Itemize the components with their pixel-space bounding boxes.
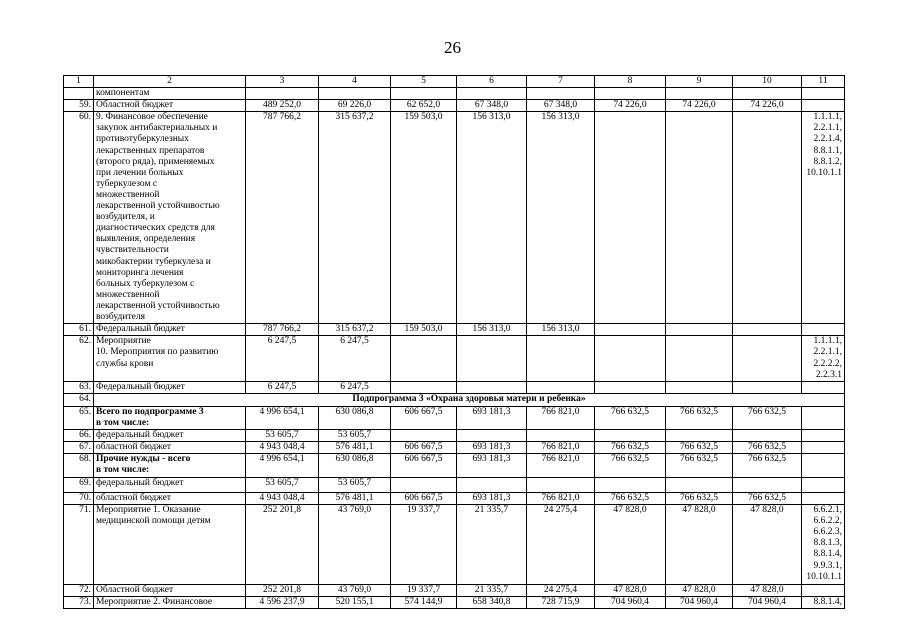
amount-cell: [595, 336, 666, 382]
amount-cell: 693 181,3: [457, 406, 527, 429]
row-number: 60.: [64, 112, 94, 324]
amount-cell: 766 632,5: [733, 406, 802, 429]
amount-cell: 159 503,0: [391, 324, 457, 336]
amount-cell: [246, 88, 319, 100]
table-body: [64, 76, 845, 609]
column-header: 9: [666, 76, 733, 88]
amount-cell: [733, 112, 802, 324]
amount-cell: [666, 112, 733, 324]
indicator-codes: [802, 585, 845, 597]
row-description: компонентам: [94, 88, 246, 100]
amount-cell: 766 632,5: [666, 492, 733, 504]
row-number: 61.: [64, 324, 94, 336]
row-description: областной бюджет: [94, 492, 246, 504]
row-number: 69.: [64, 477, 94, 492]
amount-cell: 6 247,5: [246, 382, 319, 394]
row-description: Федеральный бюджет: [94, 324, 246, 336]
row-number: 68.: [64, 453, 94, 477]
amount-cell: 693 181,3: [457, 492, 527, 504]
amount-cell: [457, 336, 527, 382]
amount-cell: 766 632,5: [666, 441, 733, 453]
column-header: 3: [246, 76, 319, 88]
column-header: 5: [391, 76, 457, 88]
table-row: [64, 505, 845, 585]
amount-cell: [666, 324, 733, 336]
amount-cell: [595, 88, 666, 100]
row-description: Всего по подпрограмме 3 в том числе:: [94, 406, 246, 429]
amount-cell: [733, 336, 802, 382]
page-number: 26: [444, 38, 461, 57]
amount-cell: 4 996 654,1: [246, 406, 319, 429]
amount-cell: [595, 382, 666, 394]
table-row: [64, 477, 845, 492]
amount-cell: 47 828,0: [733, 505, 802, 585]
indicator-codes: [802, 477, 845, 492]
row-number: 62.: [64, 336, 94, 382]
amount-cell: 606 667,5: [391, 441, 457, 453]
table-row: [64, 492, 845, 504]
table-row: [64, 597, 845, 609]
indicator-codes: [802, 382, 845, 394]
table-row: [64, 382, 845, 394]
amount-cell: 47 828,0: [666, 585, 733, 597]
amount-cell: 766 632,5: [733, 441, 802, 453]
amount-cell: 53 605,7: [319, 477, 391, 492]
amount-cell: [527, 336, 595, 382]
amount-cell: 67 348,0: [527, 100, 595, 112]
indicator-codes: [802, 492, 845, 504]
amount-cell: 74 226,0: [733, 100, 802, 112]
amount-cell: 606 667,5: [391, 492, 457, 504]
amount-cell: 159 503,0: [391, 112, 457, 324]
amount-cell: 728 715,9: [527, 597, 595, 609]
amount-cell: 630 086,8: [319, 453, 391, 477]
amount-cell: 630 086,8: [319, 406, 391, 429]
amount-cell: 704 960,4: [666, 597, 733, 609]
amount-cell: 156 313,0: [457, 324, 527, 336]
indicator-codes: [802, 88, 845, 100]
amount-cell: 704 960,4: [733, 597, 802, 609]
table-row: [64, 453, 845, 477]
amount-cell: 47 828,0: [595, 505, 666, 585]
amount-cell: 766 821,0: [527, 441, 595, 453]
amount-cell: 24 275,4: [527, 505, 595, 585]
amount-cell: 576 481,1: [319, 492, 391, 504]
amount-cell: [733, 382, 802, 394]
amount-cell: [457, 477, 527, 492]
indicator-codes: 6.6.2.1, 6.6.2.2, 6.6.2.3, 8.8.1.3, 8.8.1.4, 9.9.3.1, 10.10.1.1: [802, 505, 845, 585]
amount-cell: 156 313,0: [457, 112, 527, 324]
amount-cell: [666, 477, 733, 492]
amount-cell: 156 313,0: [527, 112, 595, 324]
indicator-codes: [802, 406, 845, 429]
amount-cell: 43 769,0: [319, 585, 391, 597]
amount-cell: 315 637,2: [319, 324, 391, 336]
amount-cell: 658 340,8: [457, 597, 527, 609]
amount-cell: [391, 88, 457, 100]
amount-cell: 574 144,9: [391, 597, 457, 609]
table-row: [64, 441, 845, 453]
indicator-codes: [802, 453, 845, 477]
amount-cell: 43 769,0: [319, 505, 391, 585]
table-row: [64, 88, 845, 100]
amount-cell: 766 632,5: [595, 453, 666, 477]
column-header: 4: [319, 76, 391, 88]
amount-cell: 766 632,5: [733, 453, 802, 477]
indicator-codes: 1.1.1.1, 2.2.1.1, 2.2.1.4, 8.8.1.1, 8.8.1.2, 10.10.1.1: [802, 112, 845, 324]
amount-cell: 47 828,0: [666, 505, 733, 585]
row-number: 66.: [64, 429, 94, 441]
table-row: [64, 112, 845, 324]
amount-cell: [733, 429, 802, 441]
amount-cell: 4 996 654,1: [246, 453, 319, 477]
row-number: 67.: [64, 441, 94, 453]
row-description: областной бюджет: [94, 441, 246, 453]
column-header: 6: [457, 76, 527, 88]
row-description: Областной бюджет: [94, 100, 246, 112]
amount-cell: 606 667,5: [391, 453, 457, 477]
row-description: Областной бюджет: [94, 585, 246, 597]
row-description: Федеральный бюджет: [94, 382, 246, 394]
amount-cell: 766 632,5: [733, 492, 802, 504]
row-description: Прочие нужды - всего в том числе:: [94, 453, 246, 477]
amount-cell: [457, 429, 527, 441]
row-number: 64.: [64, 394, 94, 406]
amount-cell: [666, 88, 733, 100]
amount-cell: 4 943 048,4: [246, 492, 319, 504]
amount-cell: 21 335,7: [457, 505, 527, 585]
amount-cell: 766 632,5: [666, 453, 733, 477]
amount-cell: 766 632,5: [666, 406, 733, 429]
amount-cell: 315 637,2: [319, 112, 391, 324]
amount-cell: 53 605,7: [246, 477, 319, 492]
amount-cell: 6 247,5: [319, 336, 391, 382]
amount-cell: 74 226,0: [595, 100, 666, 112]
indicator-codes: [802, 429, 845, 441]
amount-cell: 766 632,5: [595, 441, 666, 453]
amount-cell: 6 247,5: [246, 336, 319, 382]
indicator-codes: [802, 441, 845, 453]
amount-cell: 19 337,7: [391, 505, 457, 585]
amount-cell: [733, 88, 802, 100]
amount-cell: [733, 477, 802, 492]
amount-cell: 53 605,7: [246, 429, 319, 441]
column-header: 10: [733, 76, 802, 88]
table-row: [64, 429, 845, 441]
indicator-codes: 8.8.1.4,: [802, 597, 845, 609]
amount-cell: [527, 429, 595, 441]
row-number: 72.: [64, 585, 94, 597]
amount-cell: 47 828,0: [733, 585, 802, 597]
amount-cell: 766 821,0: [527, 453, 595, 477]
amount-cell: 4 596 237,9: [246, 597, 319, 609]
table-row: [64, 336, 845, 382]
amount-cell: 520 155,1: [319, 597, 391, 609]
amount-cell: 53 605,7: [319, 429, 391, 441]
amount-cell: [666, 429, 733, 441]
amount-cell: 766 821,0: [527, 492, 595, 504]
subprogram-title: Подпрограмма 3 «Охрана здоровья матери и ребенка»: [94, 394, 845, 406]
amount-cell: [595, 429, 666, 441]
amount-cell: [391, 429, 457, 441]
row-number: 63.: [64, 382, 94, 394]
amount-cell: 693 181,3: [457, 453, 527, 477]
row-number: 70.: [64, 492, 94, 504]
amount-cell: 69 226,0: [319, 100, 391, 112]
amount-cell: 489 252,0: [246, 100, 319, 112]
amount-cell: 787 766,2: [246, 112, 319, 324]
amount-cell: [391, 336, 457, 382]
row-number: 71.: [64, 505, 94, 585]
amount-cell: 24 275,4: [527, 585, 595, 597]
amount-cell: [457, 382, 527, 394]
amount-cell: [733, 324, 802, 336]
amount-cell: 766 632,5: [595, 492, 666, 504]
column-header: 8: [595, 76, 666, 88]
column-header: 11: [802, 76, 845, 88]
indicator-codes: [802, 100, 845, 112]
row-number: 59.: [64, 100, 94, 112]
row-description: Мероприятие 10. Мероприятия по развитию службы крови: [94, 336, 246, 382]
row-number: 73.: [64, 597, 94, 609]
table-row: [64, 324, 845, 336]
table-row: [64, 394, 845, 406]
indicator-codes: [802, 324, 845, 336]
amount-cell: 19 337,7: [391, 585, 457, 597]
amount-cell: 6 247,5: [319, 382, 391, 394]
column-header: 2: [94, 76, 246, 88]
column-header: 1: [64, 76, 94, 88]
amount-cell: [391, 382, 457, 394]
amount-cell: 252 201,8: [246, 585, 319, 597]
amount-cell: 693 181,3: [457, 441, 527, 453]
amount-cell: 67 348,0: [457, 100, 527, 112]
amount-cell: [527, 382, 595, 394]
row-description: Мероприятие 1. Оказание медицинской помощи детям: [94, 505, 246, 585]
row-number: 65.: [64, 406, 94, 429]
amount-cell: [391, 477, 457, 492]
amount-cell: 252 201,8: [246, 505, 319, 585]
indicator-codes: 1.1.1.1, 2.2.1.1, 2.2.2.2, 2.2.3.1: [802, 336, 845, 382]
amount-cell: 606 667,5: [391, 406, 457, 429]
amount-cell: 156 313,0: [527, 324, 595, 336]
amount-cell: [319, 88, 391, 100]
budget-table: [63, 75, 845, 609]
amount-cell: [666, 382, 733, 394]
amount-cell: 576 481,1: [319, 441, 391, 453]
row-description: федеральный бюджет: [94, 477, 246, 492]
table-row: [64, 585, 845, 597]
row-number: [64, 88, 94, 100]
amount-cell: [527, 88, 595, 100]
amount-cell: [666, 336, 733, 382]
row-description: 9. Финансовое обеспечение закупок антибактериальных и противотуберкулезных лекарственных препаратов (второго ряда), применяемых при лечении больных туберкулезом с множественной лекарственной устойчивостью возбудителя, и диагностических средств для выявления, определения чувствительности микобактерии туберкулеза и мониторинга лечения больных туберкулезом с множественной лекарственной устойчивостью возбудителя: [94, 112, 246, 324]
amount-cell: 74 226,0: [666, 100, 733, 112]
amount-cell: 787 766,2: [246, 324, 319, 336]
amount-cell: [527, 477, 595, 492]
amount-cell: [457, 88, 527, 100]
amount-cell: 766 632,5: [595, 406, 666, 429]
row-description: Мероприятие 2. Финансовое: [94, 597, 246, 609]
amount-cell: 47 828,0: [595, 585, 666, 597]
amount-cell: 21 335,7: [457, 585, 527, 597]
table-row: [64, 406, 845, 429]
amount-cell: 62 652,0: [391, 100, 457, 112]
column-header-row: [64, 76, 845, 88]
column-header: 7: [527, 76, 595, 88]
amount-cell: [595, 324, 666, 336]
amount-cell: 766 821,0: [527, 406, 595, 429]
amount-cell: [595, 477, 666, 492]
amount-cell: [595, 112, 666, 324]
amount-cell: 4 943 048,4: [246, 441, 319, 453]
row-description: федеральный бюджет: [94, 429, 246, 441]
amount-cell: 704 960,4: [595, 597, 666, 609]
table-row: [64, 100, 845, 112]
